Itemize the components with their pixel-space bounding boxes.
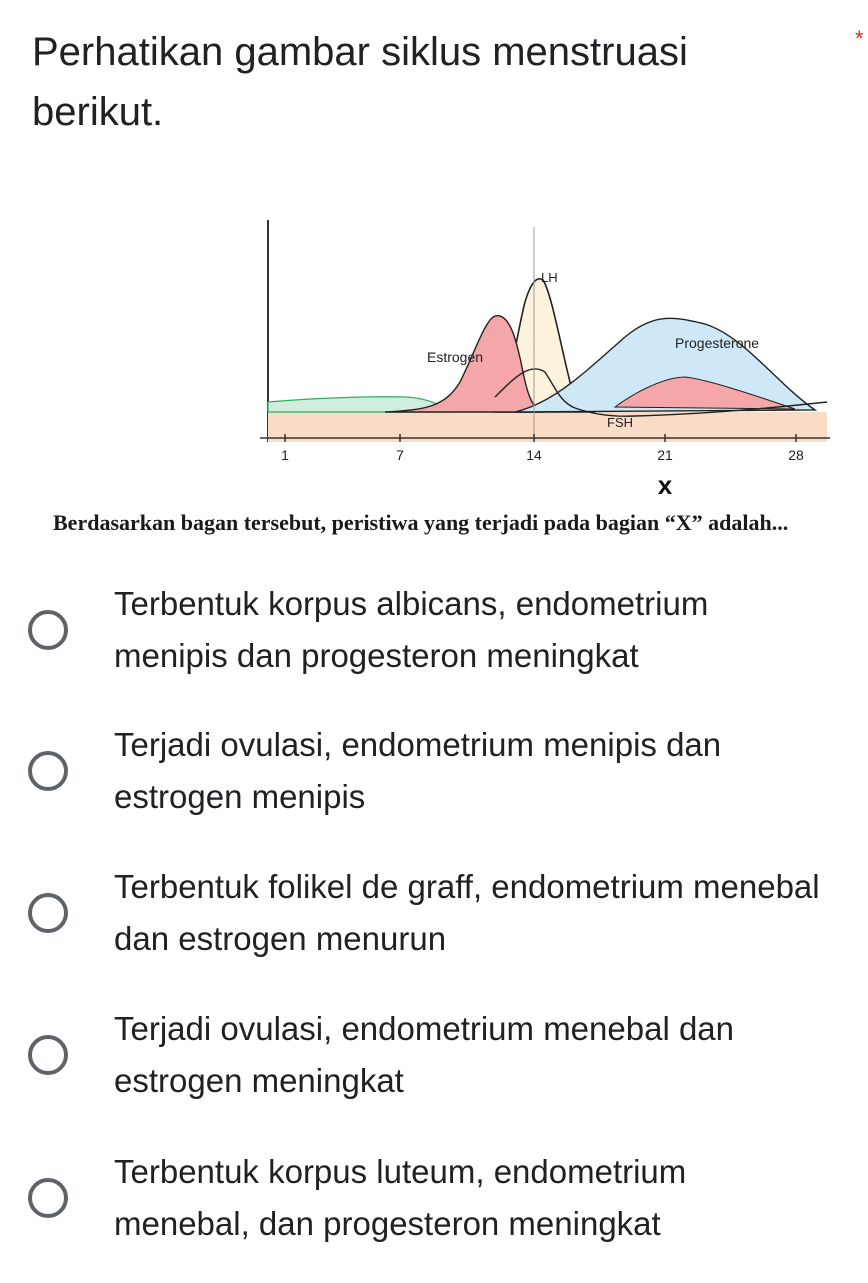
marker-x: x <box>657 470 673 500</box>
option-e[interactable] <box>28 1146 828 1266</box>
hormone-cycle-diagram <box>255 212 845 502</box>
question-caption: Berdasarkan bagan tersebut, peristiwa yang terjadi pada bagian “X” adalah... <box>53 510 789 535</box>
radio-button[interactable] <box>28 751 68 791</box>
option-label: Terjadi ovulasi, endometrium menipis dan estrogen menipis <box>114 726 722 815</box>
tick-label-7: 7 <box>396 447 404 463</box>
option-d[interactable] <box>28 1003 828 1123</box>
radio-button[interactable] <box>28 1035 68 1075</box>
option-label: Terbentuk korpus luteum, endometrium menebal, dan progesteron meningkat <box>114 1153 687 1242</box>
option-b[interactable] <box>28 719 828 839</box>
option-label: Terjadi ovulasi, endometrium menebal dan estrogen meningkat <box>114 1010 735 1099</box>
radio-button[interactable] <box>28 893 68 933</box>
required-mark: * <box>855 26 864 51</box>
label-progesterone: Progesterone <box>675 335 760 351</box>
label-fsh: FSH <box>607 415 633 430</box>
question-title: Perhatikan gambar siklus menstruasi berikut. <box>32 30 688 134</box>
label-lh: LH <box>541 270 558 285</box>
option-a[interactable] <box>28 578 828 698</box>
tick-label-21: 21 <box>657 447 673 463</box>
option-label: Terbentuk korpus albicans, endometrium menipis dan progesteron meningkat <box>114 585 709 674</box>
radio-button[interactable] <box>28 610 68 650</box>
option-label: Terbentuk folikel de graff, endometrium menebal dan estrogen menurun <box>114 868 820 957</box>
option-c[interactable] <box>28 861 828 981</box>
label-estrogen: Estrogen <box>427 349 484 365</box>
tick-label-14: 14 <box>526 447 542 463</box>
tick-label-1: 1 <box>281 447 289 463</box>
tick-label-28: 28 <box>788 447 804 463</box>
radio-button[interactable] <box>28 1178 68 1218</box>
